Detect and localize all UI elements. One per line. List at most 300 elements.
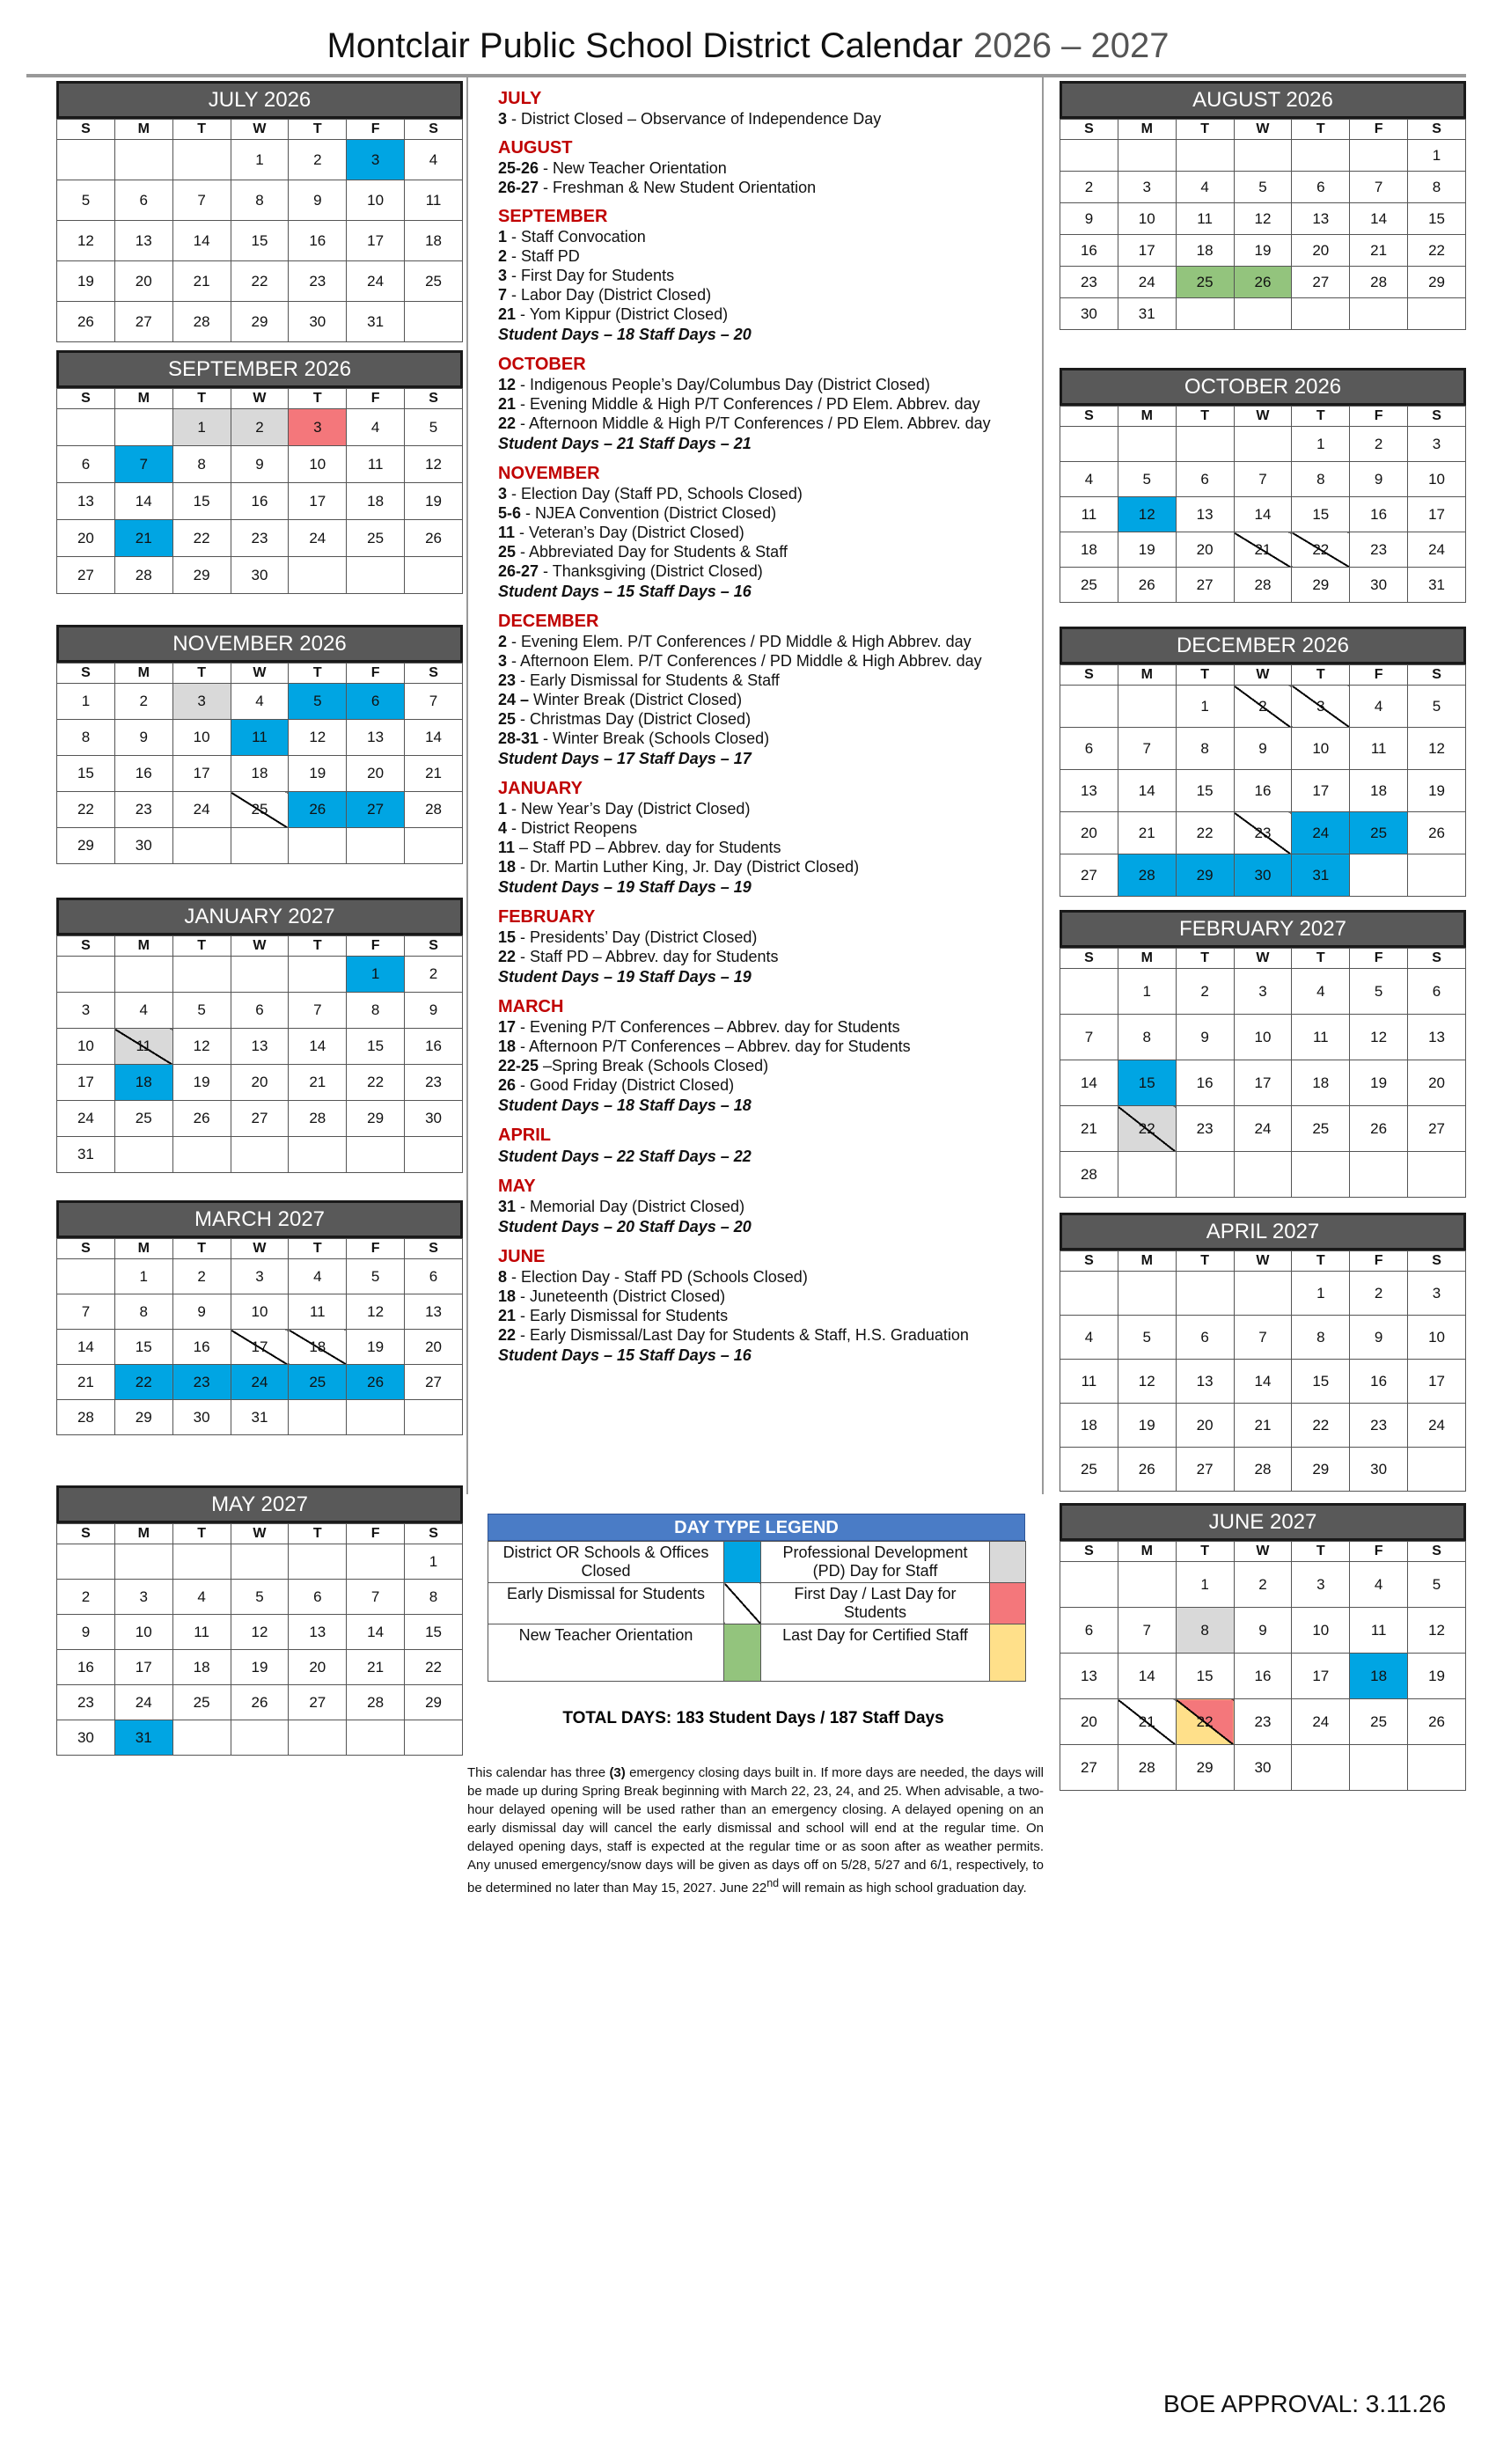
empty-cell bbox=[289, 828, 347, 864]
day-cell: 29 bbox=[1292, 1448, 1350, 1492]
boe-approval: BOE APPROVAL: 3.11.26 bbox=[1163, 2390, 1447, 2417]
weekday-label: S bbox=[1060, 407, 1118, 427]
event-date: 5-6 bbox=[498, 504, 522, 522]
event-month-heading: NOVEMBER bbox=[498, 464, 600, 483]
day-cell: 15 bbox=[57, 756, 115, 792]
legend-row bbox=[488, 1624, 1026, 1682]
empty-cell bbox=[405, 828, 463, 864]
day-cell: 21 bbox=[1350, 235, 1408, 267]
day-cell: 25 bbox=[347, 520, 405, 557]
weekday-label: T bbox=[1292, 949, 1350, 969]
empty-cell bbox=[231, 1720, 289, 1756]
day-cell: 30 bbox=[1234, 854, 1292, 897]
day-cell: 16 bbox=[1176, 1060, 1234, 1106]
day-cell: 14 bbox=[1118, 770, 1176, 812]
empty-cell bbox=[405, 557, 463, 594]
day-cell: 18 bbox=[289, 1330, 347, 1365]
week-row bbox=[1060, 1608, 1466, 1654]
event-description: Winter Break (District Closed) bbox=[529, 691, 743, 708]
day-cell: 24 bbox=[172, 792, 231, 828]
day-cell: 6 bbox=[289, 1580, 347, 1615]
month-header: AUGUST 2026 bbox=[1060, 81, 1466, 119]
weekday-label: W bbox=[231, 120, 289, 140]
month-grid bbox=[1060, 664, 1466, 897]
day-cell: 18 bbox=[347, 483, 405, 520]
week-row bbox=[57, 1650, 463, 1685]
day-cell: 17 bbox=[114, 1650, 172, 1685]
weekday-label: T bbox=[1292, 1251, 1350, 1272]
event-date: 8 bbox=[498, 1268, 508, 1286]
day-cell: 3 bbox=[172, 684, 231, 720]
day-cell: 21 bbox=[114, 520, 172, 557]
day-cell: 10 bbox=[347, 180, 405, 221]
day-cell: 24 bbox=[57, 1101, 115, 1137]
weekday-label: M bbox=[114, 389, 172, 409]
day-cell: 13 bbox=[1176, 1360, 1234, 1404]
event-day-summary: Student Days – 21 Staff Days – 21 bbox=[498, 435, 752, 452]
event-day-summary: Student Days – 17 Staff Days – 17 bbox=[498, 750, 752, 767]
empty-cell bbox=[1234, 1152, 1292, 1198]
day-cell: 17 bbox=[1118, 235, 1176, 267]
month-header: FEBRUARY 2027 bbox=[1060, 910, 1466, 948]
empty-cell bbox=[1118, 1272, 1176, 1316]
day-cell: 6 bbox=[1292, 172, 1350, 203]
day-cell: 24 bbox=[1408, 532, 1466, 568]
event-month-heading: OCTOBER bbox=[498, 355, 586, 374]
day-cell: 16 bbox=[1234, 770, 1292, 812]
weekday-label: M bbox=[1118, 1542, 1176, 1562]
weekday-label: M bbox=[114, 664, 172, 684]
event-date: 23 bbox=[498, 671, 517, 689]
day-cell: 7 bbox=[114, 446, 172, 483]
empty-cell bbox=[1176, 427, 1234, 462]
day-cell: 30 bbox=[231, 557, 289, 594]
empty-cell bbox=[172, 828, 231, 864]
day-cell: 2 bbox=[1060, 172, 1118, 203]
weekday-label: S bbox=[1408, 407, 1466, 427]
month-header: JANUARY 2027 bbox=[56, 898, 463, 935]
day-cell: 15 bbox=[1118, 1060, 1176, 1106]
week-row bbox=[1060, 1015, 1466, 1060]
day-cell: 10 bbox=[1408, 462, 1466, 497]
day-cell: 29 bbox=[114, 1400, 172, 1435]
day-cell: 20 bbox=[1292, 235, 1350, 267]
day-cell: 21 bbox=[172, 261, 231, 302]
day-cell: 26 bbox=[1118, 568, 1176, 603]
day-cell: 15 bbox=[347, 1029, 405, 1065]
week-row bbox=[1060, 1316, 1466, 1360]
day-cell: 4 bbox=[1176, 172, 1234, 203]
weekday-label: S bbox=[1060, 120, 1118, 140]
empty-cell bbox=[1060, 427, 1118, 462]
week-row bbox=[1060, 1152, 1466, 1198]
empty-cell bbox=[231, 1137, 289, 1173]
day-cell: 5 bbox=[1350, 969, 1408, 1015]
day-cell: 22 bbox=[1292, 532, 1350, 568]
day-cell: 7 bbox=[1234, 1316, 1292, 1360]
day-cell: 23 bbox=[1234, 812, 1292, 854]
weekday-label: S bbox=[405, 389, 463, 409]
event-description: – Staff PD – Abbrev. day for Students bbox=[515, 839, 781, 856]
day-cell: 16 bbox=[114, 756, 172, 792]
event-description: - Good Friday (District Closed) bbox=[516, 1076, 735, 1094]
event-description: - Staff PD bbox=[507, 247, 580, 265]
note-text-3: will remain as high school graduation day. bbox=[779, 1881, 1027, 1896]
legend-label: District OR Schools & Offices Closed bbox=[488, 1542, 724, 1583]
event-item bbox=[498, 857, 1026, 876]
day-cell: 27 bbox=[1060, 1745, 1118, 1791]
event-description: - First Day for Students bbox=[507, 267, 675, 284]
day-cell: 27 bbox=[405, 1365, 463, 1400]
weekday-label: T bbox=[289, 120, 347, 140]
weekday-label: M bbox=[114, 1239, 172, 1259]
empty-cell bbox=[347, 1544, 405, 1580]
day-cell: 25 bbox=[1292, 1106, 1350, 1152]
week-row bbox=[1060, 1060, 1466, 1106]
week-row bbox=[57, 221, 463, 261]
day-cell: 14 bbox=[347, 1615, 405, 1650]
weekday-label: T bbox=[1292, 120, 1350, 140]
event-month-heading: JANUARY bbox=[498, 779, 583, 798]
day-cell: 24 bbox=[1234, 1106, 1292, 1152]
week-row bbox=[1060, 235, 1466, 267]
day-cell: 29 bbox=[57, 828, 115, 864]
weekday-label: T bbox=[172, 120, 231, 140]
note-bold: (3) bbox=[609, 1765, 626, 1780]
day-cell: 15 bbox=[172, 483, 231, 520]
week-row bbox=[1060, 969, 1466, 1015]
week-row bbox=[1060, 172, 1466, 203]
empty-cell bbox=[57, 1259, 115, 1294]
event-description: - Election Day (Staff PD, Schools Closed) bbox=[507, 485, 803, 502]
week-row bbox=[57, 1029, 463, 1065]
event-description: - Evening Elem. P/T Conferences / PD Middle & High Abbrev. day bbox=[507, 633, 972, 650]
day-cell: 23 bbox=[114, 792, 172, 828]
day-cell: 6 bbox=[1408, 969, 1466, 1015]
day-cell: 19 bbox=[405, 483, 463, 520]
legend-swatch bbox=[724, 1583, 761, 1624]
day-cell: 28 bbox=[114, 557, 172, 594]
week-row bbox=[57, 1065, 463, 1101]
empty-cell bbox=[172, 1720, 231, 1756]
day-cell: 2 bbox=[1350, 427, 1408, 462]
event-description: - Early Dismissal/Last Day for Students & Staff, H.S. Graduation bbox=[516, 1326, 969, 1344]
week-row bbox=[57, 557, 463, 594]
day-cell: 19 bbox=[1408, 1654, 1466, 1699]
month-header: OCTOBER 2026 bbox=[1060, 368, 1466, 406]
weekday-label: T bbox=[1176, 1542, 1234, 1562]
event-description: - New Teacher Orientation bbox=[539, 159, 727, 177]
title-year: 2026 – 2027 bbox=[973, 26, 1170, 65]
note-sup: nd bbox=[766, 1877, 780, 1889]
day-cell: 31 bbox=[1292, 854, 1350, 897]
day-cell: 8 bbox=[231, 180, 289, 221]
day-cell: 1 bbox=[1176, 1562, 1234, 1608]
weekday-label: S bbox=[57, 1239, 115, 1259]
day-cell: 17 bbox=[1408, 1360, 1466, 1404]
day-cell: 22 bbox=[114, 1365, 172, 1400]
event-description: –Spring Break (Schools Closed) bbox=[539, 1057, 769, 1074]
day-cell: 15 bbox=[114, 1330, 172, 1365]
day-cell: 28 bbox=[289, 1101, 347, 1137]
day-cell: 27 bbox=[1292, 267, 1350, 298]
empty-cell bbox=[172, 1137, 231, 1173]
day-cell: 11 bbox=[405, 180, 463, 221]
event-month-heading: FEBRUARY bbox=[498, 907, 596, 927]
weekday-label: W bbox=[1234, 1542, 1292, 1562]
event-date: 11 bbox=[498, 524, 516, 541]
event-item bbox=[498, 1287, 1026, 1306]
legend-label: First Day / Last Day for Students bbox=[761, 1583, 990, 1624]
day-cell: 8 bbox=[172, 446, 231, 483]
day-cell: 21 bbox=[405, 756, 463, 792]
weekday-label: F bbox=[347, 1524, 405, 1544]
empty-cell bbox=[1292, 1745, 1350, 1791]
week-row bbox=[1060, 1562, 1466, 1608]
empty-cell bbox=[57, 409, 115, 446]
day-cell: 19 bbox=[347, 1330, 405, 1365]
event-date: 26 bbox=[498, 1076, 517, 1094]
weekday-label: W bbox=[231, 389, 289, 409]
day-cell: 26 bbox=[1408, 812, 1466, 854]
day-cell: 19 bbox=[289, 756, 347, 792]
event-item bbox=[498, 709, 1026, 729]
day-cell: 21 bbox=[1234, 1404, 1292, 1448]
day-cell: 30 bbox=[1060, 298, 1118, 330]
day-cell: 23 bbox=[405, 1065, 463, 1101]
day-cell: 6 bbox=[57, 446, 115, 483]
week-row bbox=[1060, 568, 1466, 603]
weekday-label: W bbox=[231, 936, 289, 957]
week-row bbox=[1060, 203, 1466, 235]
day-cell: 10 bbox=[1292, 728, 1350, 770]
day-cell: 24 bbox=[1292, 1699, 1350, 1745]
event-description: - Afternoon Middle & High P/T Conferences / PD Elem. Abbrev. day bbox=[516, 414, 991, 432]
weekday-label: T bbox=[1176, 407, 1234, 427]
day-cell: 6 bbox=[1176, 1316, 1234, 1360]
day-cell: 27 bbox=[1060, 854, 1118, 897]
day-cell: 5 bbox=[347, 1259, 405, 1294]
day-cell: 10 bbox=[231, 1294, 289, 1330]
empty-cell bbox=[114, 409, 172, 446]
legend-label: New Teacher Orientation bbox=[488, 1624, 724, 1682]
day-cell: 13 bbox=[1292, 203, 1350, 235]
day-cell: 15 bbox=[1292, 1360, 1350, 1404]
empty-cell bbox=[405, 1400, 463, 1435]
emergency-closing-note bbox=[467, 1764, 1044, 1897]
day-cell: 15 bbox=[1408, 203, 1466, 235]
day-cell: 12 bbox=[231, 1615, 289, 1650]
week-row bbox=[1060, 854, 1466, 897]
weekday-label: F bbox=[1350, 949, 1408, 969]
event-description: - Afternoon Elem. P/T Conferences / PD Middle & High Abbrev. day bbox=[507, 652, 982, 670]
week-row bbox=[1060, 427, 1466, 462]
day-cell: 20 bbox=[1408, 1060, 1466, 1106]
weekday-label: F bbox=[347, 1239, 405, 1259]
month-grid bbox=[56, 1238, 463, 1435]
day-cell: 2 bbox=[172, 1259, 231, 1294]
day-cell: 23 bbox=[172, 1365, 231, 1400]
weekday-label: F bbox=[1350, 1542, 1408, 1562]
day-cell: 14 bbox=[1060, 1060, 1118, 1106]
day-cell: 12 bbox=[347, 1294, 405, 1330]
empty-cell bbox=[1408, 298, 1466, 330]
day-cell: 11 bbox=[114, 1029, 172, 1065]
weekday-label: S bbox=[405, 120, 463, 140]
event-date: 24 – bbox=[498, 691, 530, 708]
day-cell: 14 bbox=[289, 1029, 347, 1065]
day-cell: 31 bbox=[1408, 568, 1466, 603]
empty-cell bbox=[1118, 686, 1176, 728]
empty-cell bbox=[1350, 1152, 1408, 1198]
title-main: Montclair Public School District Calendar bbox=[326, 26, 964, 65]
empty-cell bbox=[172, 140, 231, 180]
weekday-label: T bbox=[1176, 665, 1234, 686]
empty-cell bbox=[1118, 1562, 1176, 1608]
day-cell: 5 bbox=[1408, 1562, 1466, 1608]
day-cell: 1 bbox=[1176, 686, 1234, 728]
day-cell: 18 bbox=[1060, 1404, 1118, 1448]
weekday-label: M bbox=[114, 1524, 172, 1544]
day-cell: 20 bbox=[1176, 1404, 1234, 1448]
day-cell: 28 bbox=[1234, 568, 1292, 603]
month-grid bbox=[1060, 948, 1466, 1198]
weekday-label: T bbox=[172, 1524, 231, 1544]
day-cell: 8 bbox=[347, 993, 405, 1029]
legend-title: DAY TYPE LEGEND bbox=[488, 1514, 1025, 1541]
weekday-label: W bbox=[1234, 1251, 1292, 1272]
day-type-legend bbox=[488, 1514, 1025, 1682]
day-cell: 27 bbox=[1408, 1106, 1466, 1152]
weekday-label: F bbox=[1350, 1251, 1408, 1272]
day-cell: 10 bbox=[1408, 1316, 1466, 1360]
day-cell: 22 bbox=[1176, 1699, 1234, 1745]
day-cell: 8 bbox=[405, 1580, 463, 1615]
weekday-label: T bbox=[289, 1524, 347, 1544]
day-cell: 16 bbox=[1060, 235, 1118, 267]
day-cell: 1 bbox=[57, 684, 115, 720]
week-row bbox=[57, 1720, 463, 1756]
empty-cell bbox=[1060, 1562, 1118, 1608]
day-cell: 9 bbox=[114, 720, 172, 756]
week-row bbox=[57, 1580, 463, 1615]
day-cell: 26 bbox=[1408, 1699, 1466, 1745]
week-row bbox=[57, 1365, 463, 1400]
event-date: 28-31 bbox=[498, 730, 539, 747]
empty-cell bbox=[1234, 427, 1292, 462]
day-cell: 26 bbox=[231, 1685, 289, 1720]
weekday-label: S bbox=[405, 1239, 463, 1259]
day-cell: 11 bbox=[1060, 1360, 1118, 1404]
day-cell: 4 bbox=[1060, 462, 1118, 497]
empty-cell bbox=[1060, 969, 1118, 1015]
event-item bbox=[498, 1197, 1026, 1216]
week-row bbox=[57, 409, 463, 446]
weekday-label: M bbox=[114, 120, 172, 140]
week-row bbox=[57, 756, 463, 792]
day-cell: 26 bbox=[1350, 1106, 1408, 1152]
month-header: JULY 2026 bbox=[56, 81, 463, 119]
day-cell: 2 bbox=[1176, 969, 1234, 1015]
day-cell: 17 bbox=[1234, 1060, 1292, 1106]
day-cell: 17 bbox=[1292, 770, 1350, 812]
month-january-2027 bbox=[56, 898, 463, 1173]
legend-label: Professional Development (PD) Day for Staff bbox=[761, 1542, 990, 1583]
day-cell: 1 bbox=[1118, 969, 1176, 1015]
event-item bbox=[498, 838, 1026, 857]
weekday-label: F bbox=[1350, 120, 1408, 140]
event-item bbox=[498, 1056, 1026, 1075]
day-cell: 21 bbox=[1234, 532, 1292, 568]
month-header: NOVEMBER 2026 bbox=[56, 625, 463, 663]
day-cell: 10 bbox=[289, 446, 347, 483]
legend-swatch bbox=[990, 1583, 1026, 1624]
weekday-label: M bbox=[1118, 1251, 1176, 1272]
weekday-label: S bbox=[57, 664, 115, 684]
day-cell: 28 bbox=[1060, 1152, 1118, 1198]
legend-row bbox=[488, 1542, 1026, 1583]
weekday-label: S bbox=[405, 936, 463, 957]
empty-cell bbox=[289, 1400, 347, 1435]
day-cell: 23 bbox=[231, 520, 289, 557]
day-cell: 26 bbox=[1234, 267, 1292, 298]
empty-cell bbox=[289, 1720, 347, 1756]
day-cell: 8 bbox=[1118, 1015, 1176, 1060]
day-cell: 12 bbox=[1408, 1608, 1466, 1654]
weekday-label: T bbox=[1176, 120, 1234, 140]
week-row bbox=[1060, 812, 1466, 854]
week-row bbox=[1060, 1272, 1466, 1316]
day-cell: 6 bbox=[231, 993, 289, 1029]
day-cell: 20 bbox=[57, 520, 115, 557]
day-cell: 20 bbox=[1060, 1699, 1118, 1745]
day-cell: 18 bbox=[114, 1065, 172, 1101]
week-row bbox=[57, 1259, 463, 1294]
day-cell: 22 bbox=[405, 1650, 463, 1685]
empty-cell bbox=[1060, 1272, 1118, 1316]
day-cell: 12 bbox=[1408, 728, 1466, 770]
week-row bbox=[57, 302, 463, 342]
day-cell: 21 bbox=[1118, 812, 1176, 854]
week-row bbox=[57, 1330, 463, 1365]
day-cell: 3 bbox=[1234, 969, 1292, 1015]
day-cell: 12 bbox=[289, 720, 347, 756]
day-cell: 3 bbox=[1408, 1272, 1466, 1316]
day-cell: 17 bbox=[1292, 1654, 1350, 1699]
day-cell: 12 bbox=[1350, 1015, 1408, 1060]
day-cell: 2 bbox=[1234, 1562, 1292, 1608]
day-cell: 21 bbox=[1118, 1699, 1176, 1745]
empty-cell bbox=[289, 1544, 347, 1580]
day-cell: 20 bbox=[1060, 812, 1118, 854]
month-grid bbox=[1060, 119, 1466, 330]
day-cell: 6 bbox=[1060, 728, 1118, 770]
day-cell: 2 bbox=[289, 140, 347, 180]
empty-cell bbox=[289, 1137, 347, 1173]
day-cell: 7 bbox=[1234, 462, 1292, 497]
day-cell: 12 bbox=[172, 1029, 231, 1065]
day-cell: 25 bbox=[231, 792, 289, 828]
day-cell: 15 bbox=[405, 1615, 463, 1650]
day-cell: 23 bbox=[1350, 1404, 1408, 1448]
empty-cell bbox=[57, 140, 115, 180]
week-row bbox=[1060, 728, 1466, 770]
day-cell: 1 bbox=[1408, 140, 1466, 172]
day-cell: 18 bbox=[231, 756, 289, 792]
day-cell: 9 bbox=[57, 1615, 115, 1650]
event-item bbox=[498, 503, 1026, 523]
day-cell: 7 bbox=[1118, 1608, 1176, 1654]
